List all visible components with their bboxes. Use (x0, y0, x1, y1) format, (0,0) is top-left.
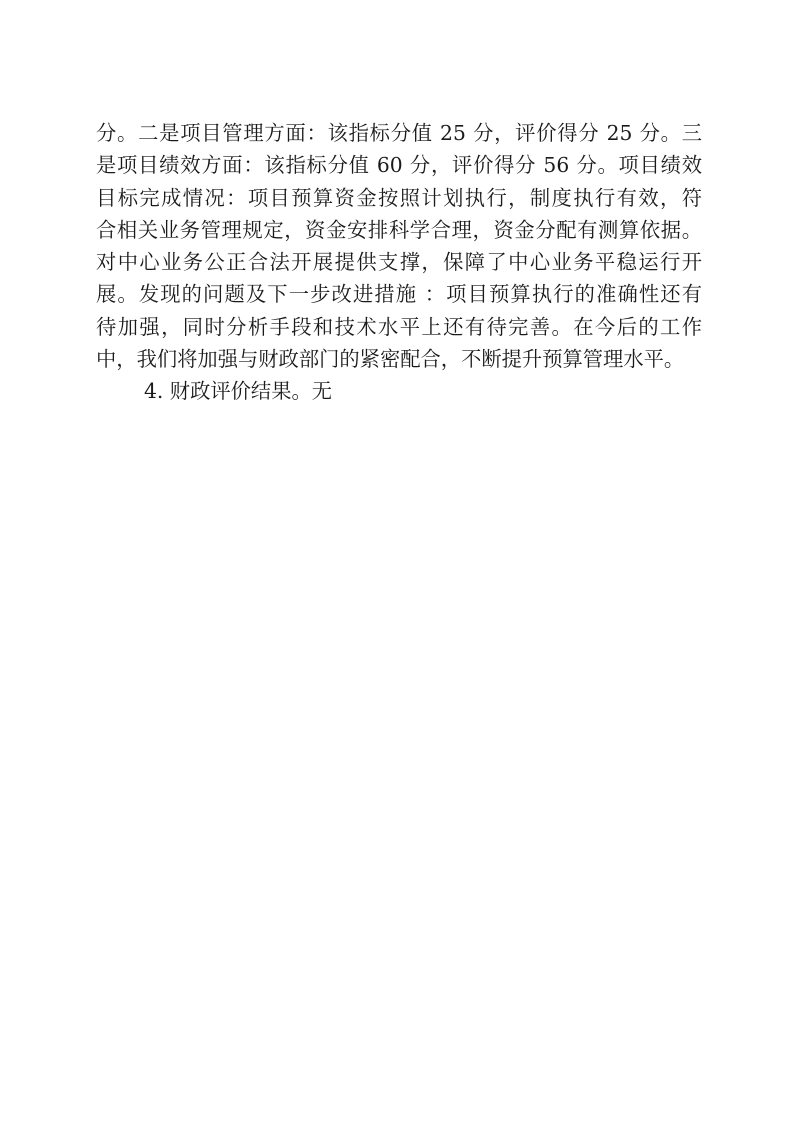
body-text (96, 117, 702, 408)
paragraph-line: 待加强，同时分析手段和技术水平上还有待完善。在今后的工作 (96, 314, 702, 339)
paragraph-line: 中，我们将加强与财政部门的紧密配合，不断提升预算管理水平。 (96, 347, 685, 372)
paragraph-line: 对中心业务公正合法开展提供支撑，保障了中心业务平稳运行开 (96, 250, 702, 275)
paragraph-line: 分。二是项目管理方面：该指标分值 25 分，评价得分 25 分。三 (96, 121, 702, 145)
paragraph-line: 合相关业务管理规定，资金安排科学合理，资金分配有测算依据。 (96, 217, 702, 242)
paragraph-line: 是项目绩效方面：该指标分值 60 分，评价得分 56 分。项目绩效 (96, 153, 702, 178)
paragraph-line: 目标完成情况：项目预算资金按照计划执行，制度执行有效，符 (96, 185, 702, 210)
paragraph-line: 展。发现的问题及下一步改进措施 ：项目预算执行的准确性还有 (96, 282, 702, 307)
section-heading-fiscal-evaluation: 4. 财政评价结果。无 (144, 379, 333, 404)
